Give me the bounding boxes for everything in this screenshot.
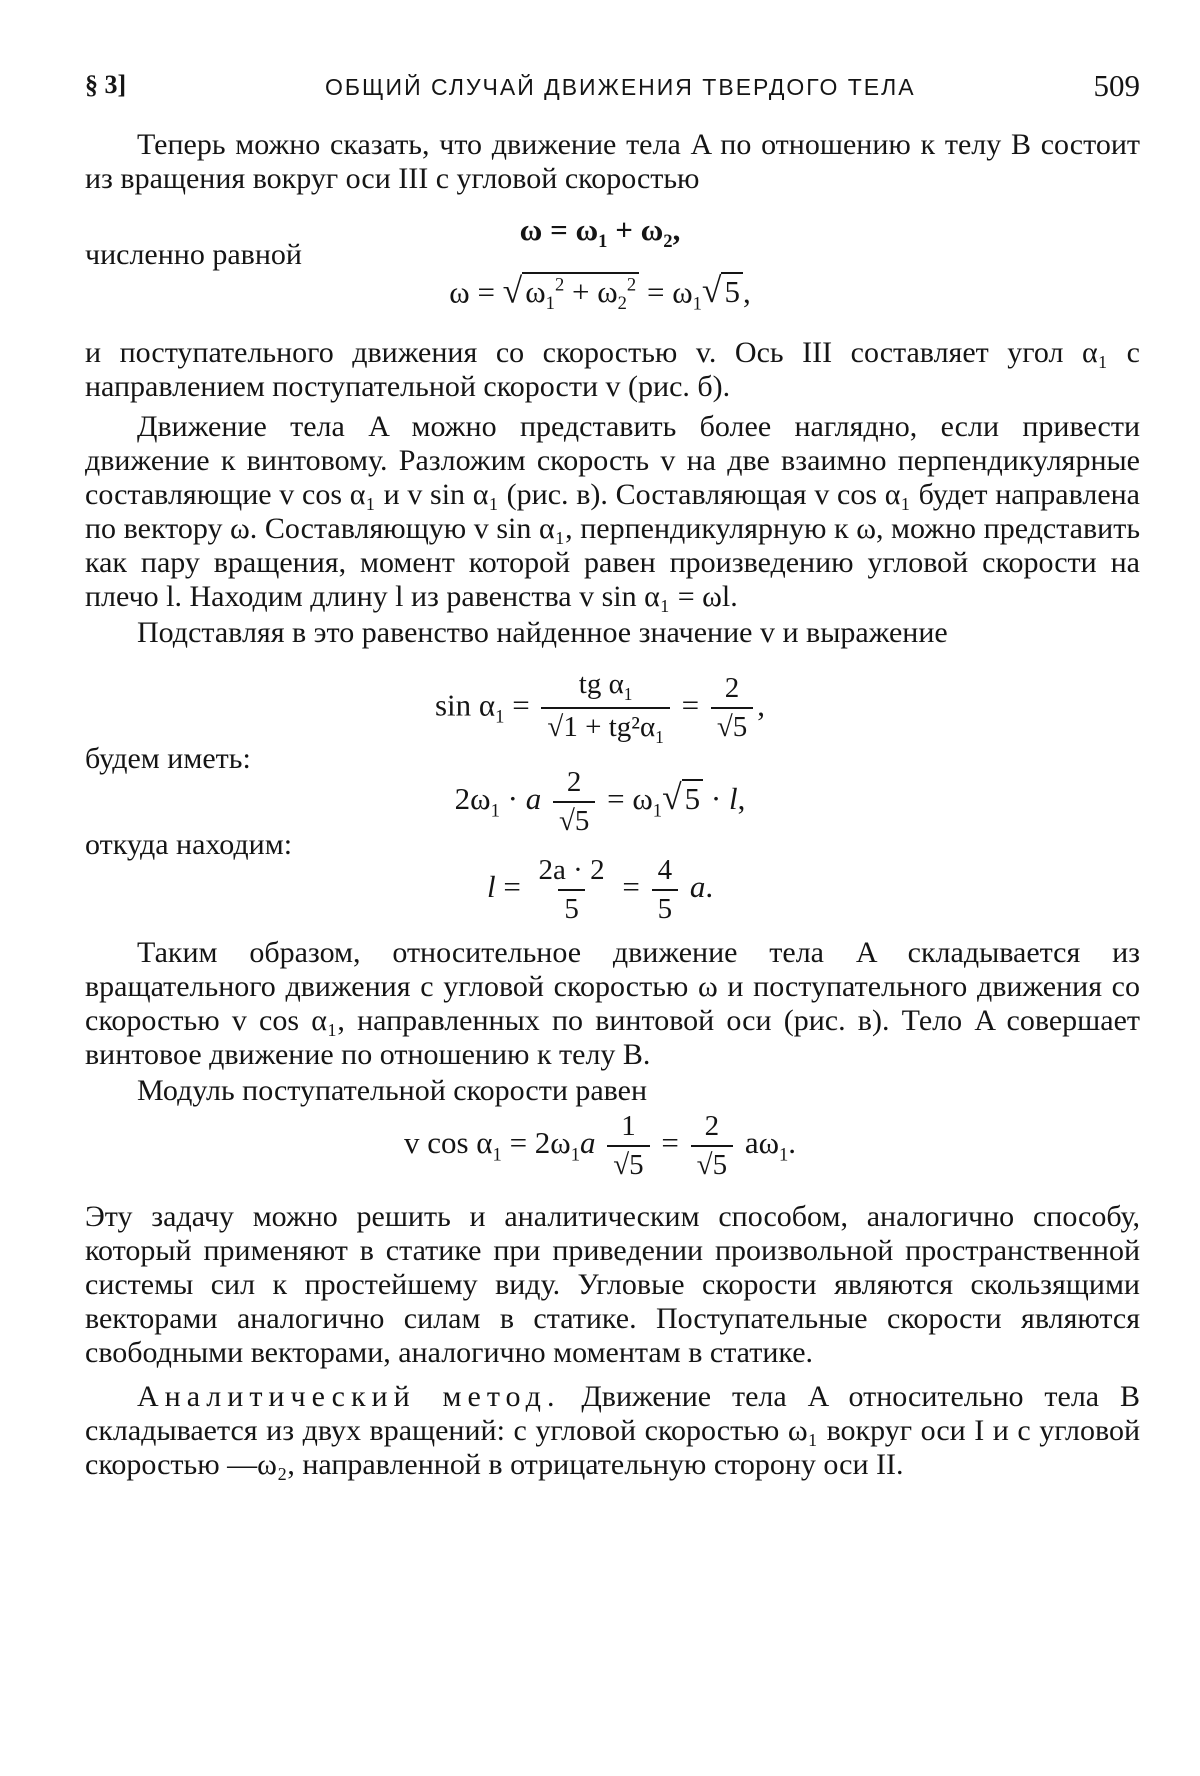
formula-translational-speed: v $\cos \alpha_1 = 2\omega_1a$ $\frac{1}{√5}$ = $\frac{2}{√5}$ $a\omega_1$. <box>403 1110 797 1181</box>
formula-omega-sum: $\omega = \omega_1 + \omega_2$, <box>519 212 681 253</box>
lead-from-which: откуда находим: <box>85 828 293 861</box>
lead-numerically-equal: численно равной <box>85 238 302 271</box>
paragraph-8: Таким образом, относительное движение тела A складывается из вращательного движения с угловой скоростью ω и поступательного движения со скоростью v cos α₁, направленных по винтовой оси (рис. в). Тело A совершает винтовое движение по отношению к телу B. <box>85 936 1140 1071</box>
formula-length-l: l = $\frac{2a \cdot 2}{5}$ = $\frac{4}{5}$ a. <box>486 854 714 925</box>
paragraph-3: и поступательного движения со скоростью v. Ось III составляет угол α₁ с направлением поступательной скорости v (рис. б). <box>85 336 1140 403</box>
formula-sin-alpha: $\sin \alpha_1$ = $\frac{tg \alpha_1}{√1 + tg^2\alpha_1}$ = $\frac{2}{√5}$ , <box>434 668 766 747</box>
paragraph-9: Модуль поступательной скорости равен <box>137 1074 648 1107</box>
paragraph-11-text: Движение тела A относительно тела B складывается из двух вращений: с угловой скоростью ω₁ вокруг оси I и с угловой скоростью —ω₂, направленной в отрицательную сторону оси II. <box>85 1380 1141 1481</box>
lead-we-will-have: будем иметь: <box>85 742 251 775</box>
formula-omega-magnitude: $\omega = √\omega_1^2 + \omega_2^2 = \omega_1√5$, <box>449 270 751 315</box>
running-title: ОБЩИЙ СЛУЧАЙ ДВИЖЕНИЯ ТВЕРДОГО ТЕЛА <box>325 74 916 100</box>
paragraph-1: Теперь можно сказать, что движение тела A по отношению к телу B состоит из вращения вокруг оси III с угловой скоростью <box>85 128 1140 195</box>
page-header <box>85 68 1140 112</box>
paragraph-10: Эту задачу можно решить и аналитическим способом, аналогично способу, который применяют в статике при приведении произвольной пространственной системы сил к простейшему виду. Угловые скорости являются скользящими векторами аналогично силам в статике. Поступательные скорости являются свободными векторами, аналогично моментам в статике. <box>85 1200 1140 1369</box>
paragraph-5: Подставляя в это равенство найденное значение v и выражение <box>137 616 948 649</box>
formula-equality: $2\omega_1 \cdot a$ $\frac{2}{√5}$ = $\omega_1√5 \cdot l$, <box>454 766 746 837</box>
paragraph-4: Движение тела A можно представить более наглядно, если привести движение к винтовому. Разложим скорость v на две взаимно перпендикулярные составляющие v cos α₁ и v sin α₁ (рис. в). Составляющая v cos α₁ будет направлена по вектору ω. Составляющую v sin α₁, перпендикулярную к ω, можно представить как пару вращения, момент которой равен произведению угловой скорости на плечо l. Находим длину l из равенства v sin α₁ = ωl. <box>85 410 1140 613</box>
section-marker: § 3] <box>85 70 127 99</box>
paragraph-11 <box>85 1380 1140 1482</box>
method-heading: Аналитический метод. <box>137 1380 561 1413</box>
page-number: 509 <box>1093 68 1140 103</box>
